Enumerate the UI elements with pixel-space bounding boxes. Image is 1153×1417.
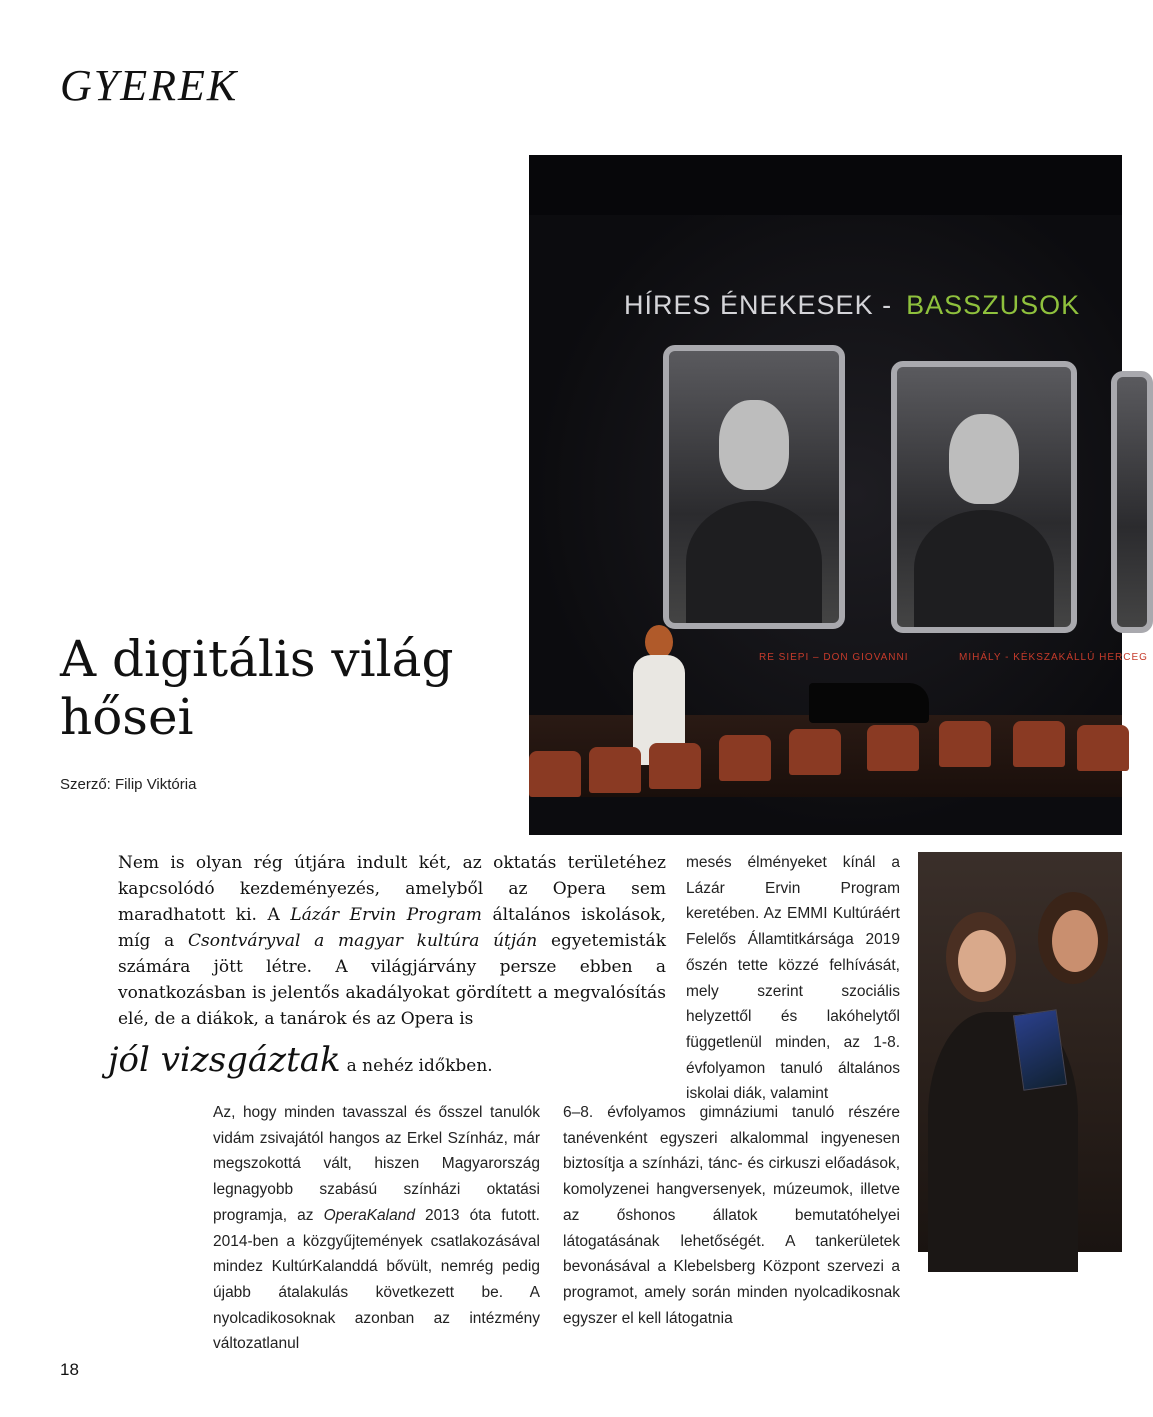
lead-text: általános iskolások, míg a xyxy=(118,905,667,951)
lead-italic-program: Csontváryval a magyar kultúra útján xyxy=(188,931,538,951)
lead-text: Nem is olyan rég útjára indult két, az oktatás területéhez kapcsolódó kezdeményezés, amelyből az Opera sem maradhatott ki. A xyxy=(118,853,666,925)
body-column-right: 6–8. évfolyamos gimnáziumi tanuló részére tanévenként egyszeri alkalommal ingyenesen biztosítja a színházi, tánc- és cirkuszi előadások, komolyzenei hangversenyek, múzeumok, illetve az őshonos állatok bemutatóhelyei látogatásának lehetőségét. A tankerületek bevonásával a Klebelsberg Központ szervezi a programot, amely során minden nyolcadikosnak egyszer el kell látogatnia xyxy=(563,1104,900,1327)
seat xyxy=(529,751,581,797)
lead-paragraph xyxy=(118,850,666,1032)
stage-photo xyxy=(529,155,1148,797)
portrait-right xyxy=(891,361,1077,633)
seat xyxy=(719,735,771,781)
section-label: GYEREK xyxy=(60,61,239,110)
body-column-right-top: mesés élményeket kínál a Lázár Ervin Program keretében. Az EMMI Kultúráért Felelős Államtitkársága 2019 őszén tette közzé felhívását, mely szerint szociális helyzettől és lakóhelytől függetlenül minden, az 1-8. évfolyamon tanuló általános iskolai diák, valamint xyxy=(686,854,900,1103)
lead-ending: a nehéz időkben. xyxy=(346,1056,493,1076)
title-line-2: hősei xyxy=(60,688,194,746)
student-face xyxy=(1052,910,1098,972)
lead-text: egyetemisták számára jött létre. A világjárvány persze ebben a vonatkozásban is jelentős akadályokat gördített a megvalósítás elé, de a diákok, a tanárok és az Opera is xyxy=(118,931,666,1029)
seat xyxy=(789,729,841,775)
students-photo xyxy=(918,852,1122,1252)
portrait-left xyxy=(663,345,845,629)
body-text: Az, hogy minden tavasszal és ősszel tanulók vidám zsivajától hangos az Erkel Színház, már megszokottá vált, hiszen Magyarország legnagyobb szabású színházi oktatási programja, az xyxy=(213,1104,540,1224)
seat xyxy=(1013,721,1065,767)
slide-title-accent: BASSZUSOK xyxy=(906,290,1081,320)
page-number: 18 xyxy=(60,1360,79,1379)
piano xyxy=(809,683,929,723)
author-line: Szerző: Filip Viktória xyxy=(60,776,197,793)
portrait-caption-right: MIHÁLY - KÉKSZAKÁLLÚ HERCEG xyxy=(959,652,1148,663)
seat xyxy=(867,725,919,771)
lead-highlight: jól vizsgáztak xyxy=(108,1040,341,1080)
slide-title xyxy=(624,290,1080,321)
portrait-caption-left: RE SIEPI – DON GIOVANNI xyxy=(759,652,909,663)
lead-closing xyxy=(108,1040,493,1080)
title-line-1: A digitális világ xyxy=(60,630,454,688)
portrait-partial xyxy=(1111,371,1153,633)
slide-title-text: HÍRES ÉNEKESEK - xyxy=(624,290,893,320)
program-brochure xyxy=(1013,1009,1067,1090)
seat xyxy=(939,721,991,767)
lead-italic-program: Lázár Ervin Program xyxy=(290,905,482,925)
seat xyxy=(649,743,701,789)
body-column-left xyxy=(213,1100,540,1357)
body-text: 2013 óta futott. 2014-ben a közgyűjtemények csatlakozásával mindez KultúrKalanddá bővült, nemrég pedig újabb átalakulás következett be. A nyolcadikosoknak azonban az intézmény változatlanul xyxy=(213,1206,540,1353)
body-italic: OperaKaland xyxy=(323,1206,415,1224)
seat xyxy=(589,747,641,793)
seat xyxy=(1077,725,1129,771)
article-title xyxy=(60,630,520,746)
student-face xyxy=(958,930,1006,992)
